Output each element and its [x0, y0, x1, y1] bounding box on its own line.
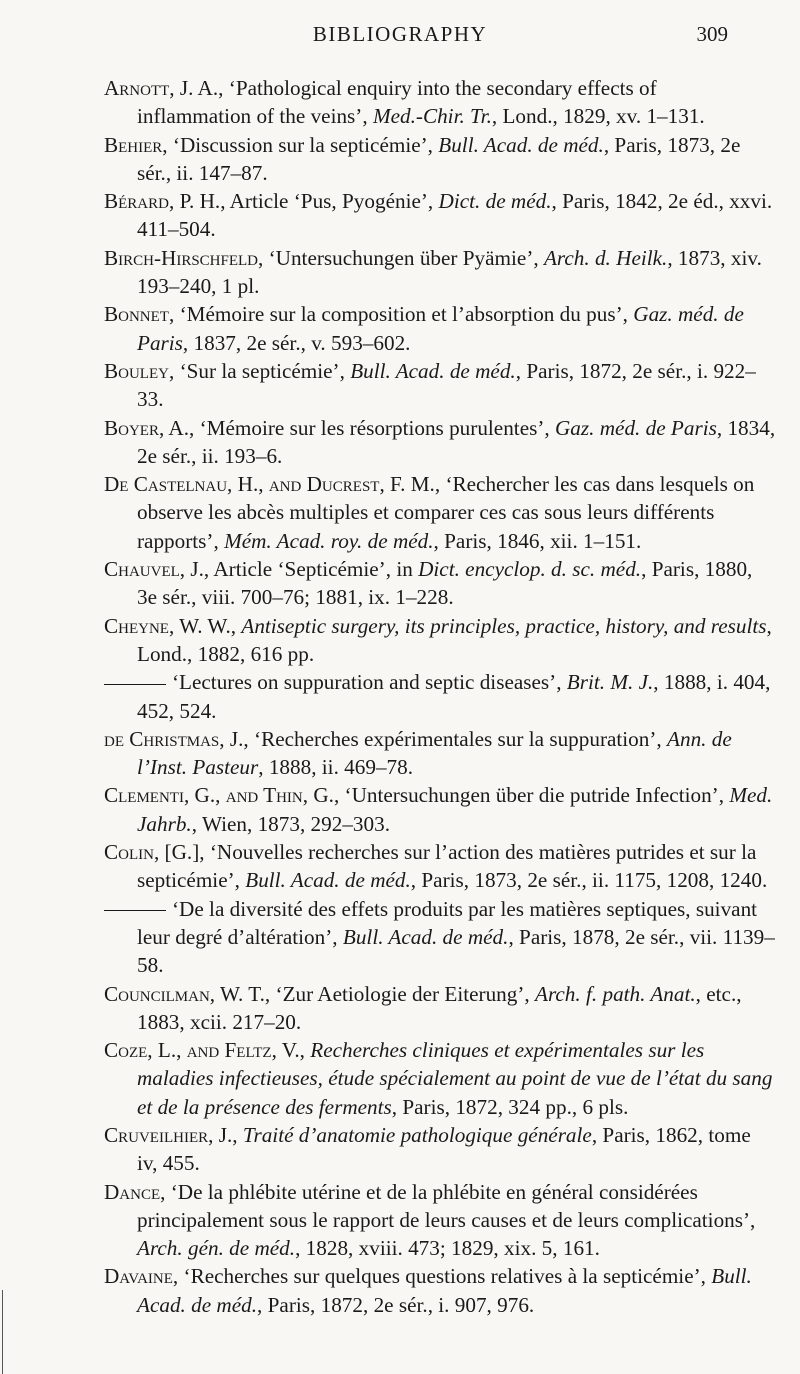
- entry-journal: Bull. Acad. de méd.: [342, 924, 509, 949]
- entry-author: Birch-Hirschfeld,: [104, 245, 264, 270]
- entry-journal: Gaz. méd. de Paris: [555, 415, 717, 440]
- bibliography-entry: [104, 555, 776, 612]
- page-edge-line: [2, 1290, 3, 1374]
- bibliography-entry: [104, 781, 776, 838]
- entry-author: de Christmas, J.,: [104, 726, 249, 751]
- entry-journal: Arch. d. Heilk.: [543, 245, 668, 270]
- entry-journal: Bull. Acad. de méd.: [350, 358, 516, 383]
- bibliography-entry: [104, 357, 776, 414]
- entry-citation: , 1888, ii. 469–78.: [258, 755, 414, 780]
- bibliography-entry: [104, 1262, 776, 1319]
- entry-citation: , Wien, 1873, 292–303.: [191, 811, 390, 836]
- entry-citation: , Paris, 1872, 2e sér., i. 907, 976.: [257, 1292, 535, 1317]
- bibliography-entry: [104, 414, 776, 471]
- entry-title: ‘Rechercher les cas dans lesquels on observe les abcès multiples et comparer ces cas sous leurs différents rapports’,: [137, 472, 755, 553]
- entry-journal: Gaz. méd. de Paris: [137, 302, 744, 355]
- entry-title: ‘Lectures on suppuration and septic diseases’,: [172, 670, 567, 695]
- ditto-rule: [104, 910, 166, 911]
- bibliography-entry: [104, 131, 776, 188]
- entry-journal: Med.-Chir. Tr.: [372, 104, 492, 129]
- entry-author: Bérard, P. H.,: [104, 189, 226, 214]
- entry-author: Bonnet,: [104, 302, 175, 327]
- entry-title: ‘Nouvelles recherches sur l’action des matières putrides et sur la septicémie’,: [137, 840, 757, 893]
- entry-citation: , etc., 1883, xcii. 217–20.: [137, 981, 742, 1034]
- entry-title: ‘Recherches expérimentales sur la suppuration’,: [248, 726, 668, 751]
- entry-author: Bouley,: [104, 358, 175, 383]
- bibliography-entry: [104, 1178, 776, 1263]
- entry-author: Behier,: [104, 132, 168, 157]
- entry-title: ‘Untersuchungen über Pyämie’,: [263, 245, 544, 270]
- entry-author: Coze, L., and Feltz, V.,: [104, 1038, 305, 1063]
- entry-citation: , Paris, 1872, 2e sér., i. 922–33.: [137, 358, 756, 412]
- running-head: BIBLIOGRAPHY: [312, 22, 488, 46]
- entry-citation: , 1873, xiv. 193–240, 1 pl.: [137, 245, 762, 299]
- page-header: [0, 0, 800, 60]
- bibliography-entry: [104, 300, 776, 357]
- entry-journal: Traité d’anatomie pathologique générale: [242, 1122, 592, 1147]
- bibliography-entry: [104, 1121, 776, 1178]
- entry-journal: Recherches cliniques et expérimentales sur les maladies infectieuses, étude spécialement au point de vue de l’état du sang et de la présence des ferments: [137, 1038, 773, 1119]
- entry-title: ‘Untersuchungen über die putride Infection’,: [339, 783, 730, 808]
- entry-citation: , 1888, i. 404, 452, 524.: [137, 670, 771, 723]
- entry-journal: Antiseptic surgery, its principles, practice, history, and results: [241, 613, 767, 638]
- entry-title: Article ‘Septicémie’, in: [209, 557, 419, 582]
- entry-title: ‘Mémoire sur la composition et l’absorption du pus’,: [174, 302, 634, 327]
- entry-journal: Ann. de l’Inst. Pasteur: [137, 726, 732, 780]
- entry-author: Boyer, A.,: [104, 415, 195, 440]
- bibliography-list: [104, 74, 776, 1319]
- entry-title: ‘De la phlébite utérine et de la phlébite en général considérées principalement sous le rapport de leurs causes et de leurs complications’,: [137, 1179, 756, 1232]
- bibliography-entry: [104, 1036, 776, 1121]
- entry-author: Cheyne, W. W.,: [104, 613, 237, 638]
- bibliography-entry: [104, 838, 776, 895]
- entry-title: ‘Sur la septicémie’,: [174, 358, 351, 383]
- bibliography-entry: [104, 470, 776, 555]
- entry-author: Arnott, J. A.,: [104, 76, 224, 100]
- entry-citation: , Paris, 1872, 324 pp., 6 pls.: [391, 1094, 629, 1119]
- entry-author: De Castelnau, H., and Ducrest, F. M.,: [104, 472, 441, 497]
- entry-title: ‘Pathological enquiry into the secondary effects of inflammation of the veins’,: [137, 76, 657, 129]
- bibliography-entry: [104, 668, 776, 725]
- entry-citation: , Paris, 1873, 2e sér., ii. 1175, 1208, 1240.: [410, 868, 768, 893]
- page-number: 309: [696, 22, 728, 46]
- entry-citation: , 1837, 2e sér., v. 593–602.: [182, 330, 411, 355]
- entry-author: Councilman, W. T.,: [104, 981, 271, 1006]
- entry-author: Clementi, G., and Thin, G.,: [104, 783, 340, 808]
- bibliography-entry: [104, 725, 776, 782]
- entry-journal: Brit. M. J.: [566, 670, 654, 695]
- entry-citation: , Paris, 1873, 2e sér., ii. 147–87.: [137, 132, 741, 185]
- entry-title: ‘Recherches sur quelques questions relatives à la septicémie’,: [178, 1264, 712, 1289]
- entry-citation: , Paris, 1842, 2e éd., xxvi. 411–504.: [137, 189, 773, 242]
- entry-journal: Arch. f. path. Anat.: [535, 981, 696, 1006]
- bibliography-entry: [104, 244, 776, 301]
- entry-citation: , 1834, 2e sér., ii. 193–6.: [137, 415, 776, 468]
- entry-author: Cruveilhier, J.,: [104, 1122, 238, 1147]
- entry-title: ‘De la diversité des effets produits par les matières septiques, suivant leur degré d’altération’,: [137, 896, 758, 949]
- entry-journal: Med. Jahrb.: [137, 783, 773, 836]
- entry-title: ‘Discussion sur la septicémie’,: [167, 132, 439, 157]
- bibliography-entry: [104, 612, 776, 669]
- entry-citation: , Paris, 1846, xii. 1–151.: [433, 528, 642, 553]
- entry-citation: , Paris, 1880, 3e sér., viii. 700–76; 1881, ix. 1–228.: [137, 557, 753, 610]
- entry-title: Article ‘Pus, Pyogénie’,: [225, 189, 439, 214]
- entry-title: ‘Zur Aetiologie der Eiterung’,: [270, 981, 535, 1006]
- entry-citation: , Lond., 1829, xv. 1–131.: [491, 104, 705, 129]
- entry-journal: Bull. Acad. de méd.: [137, 1264, 752, 1317]
- entry-author: Chauvel, J.,: [104, 557, 210, 582]
- entry-journal: Bull. Acad. de méd.: [245, 868, 411, 893]
- entry-title: ‘Mémoire sur les résorptions purulentes’,: [194, 415, 555, 440]
- bibliography-entry: [104, 74, 776, 131]
- bibliography-entry: [104, 980, 776, 1037]
- entry-journal: Dict. encyclop. d. sc. méd.: [418, 557, 642, 582]
- entry-author: Colin, [G.],: [104, 840, 205, 865]
- entry-journal: Arch. gén. de méd.: [137, 1236, 296, 1261]
- bibliography-entry: [104, 895, 776, 980]
- entry-author: Davaine,: [104, 1264, 179, 1289]
- ditto-rule: [104, 684, 166, 685]
- bibliography-entry: [104, 187, 776, 244]
- entry-citation: , Lond., 1882, 616 pp.: [137, 613, 772, 666]
- entry-journal: Mém. Acad. roy. de méd.: [224, 528, 434, 553]
- entry-author: Dance,: [104, 1179, 166, 1204]
- entry-journal: Bull. Acad. de méd.: [438, 132, 604, 157]
- entry-journal: Dict. de méd.: [438, 189, 552, 214]
- entry-citation: , Paris, 1878, 2e sér., vii. 1139–58.: [137, 924, 775, 978]
- entry-citation: , 1828, xviii. 473; 1829, xix. 5, 161.: [295, 1236, 600, 1261]
- entry-citation: , Paris, 1862, tome iv, 455.: [137, 1122, 751, 1176]
